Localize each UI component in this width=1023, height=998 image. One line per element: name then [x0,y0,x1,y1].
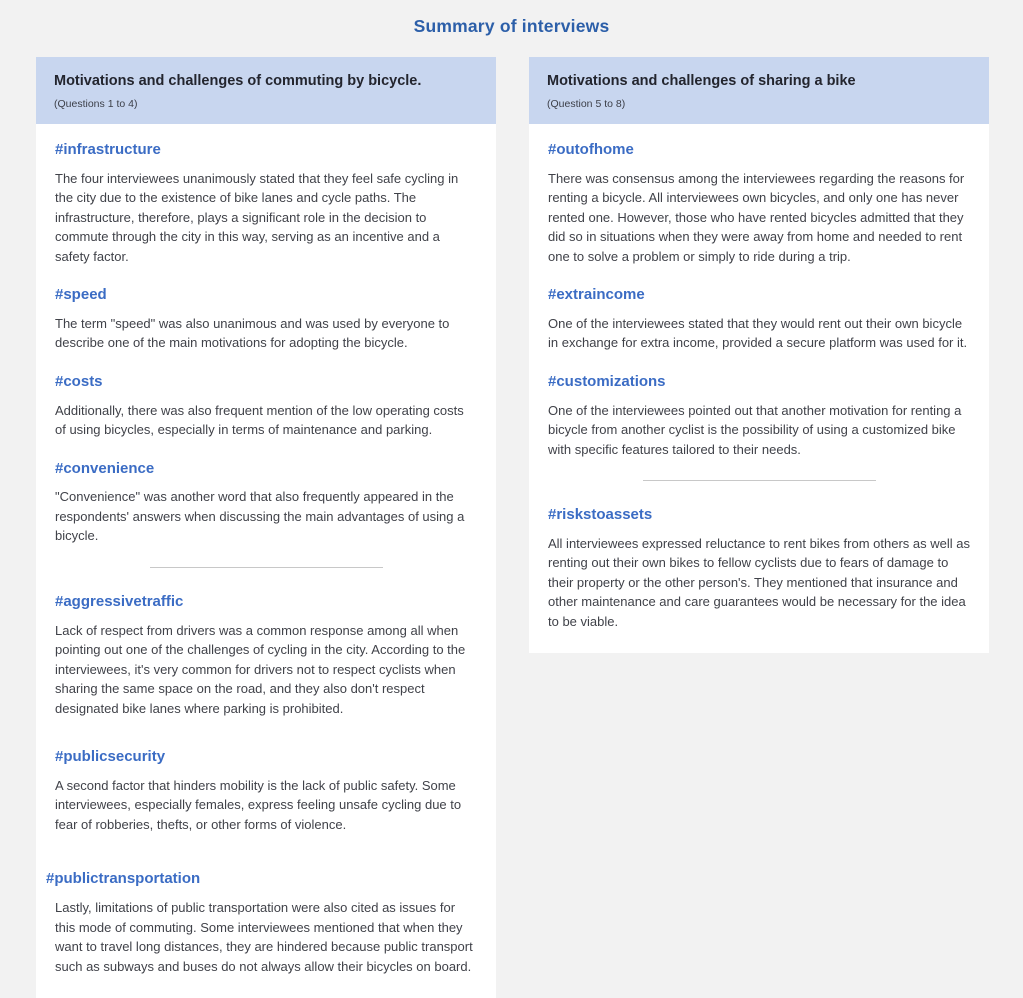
tag-speed: #speed [55,286,107,304]
card-header-sharing [529,57,989,124]
card-title: Motivations and challenges of commuting by bicycle. [54,73,422,89]
tag-infrastructure: #infrastructure [55,140,161,158]
page-title: Summary of interviews [413,16,610,36]
card-subtitle: (Questions 1 to 4) [54,97,138,110]
tag-costs: #costs [55,372,103,390]
text-aggressivetraffic: Lack of respect from drivers was a common response among all when pointing out one of the challenges of cycling in the city. According to the interviewees, it's very common for drivers not to respect cyclists when sharing the same space on the road, and they also don't respect designated bike lanes where parking is prohibited. [55,622,466,716]
card-title: Motivations and challenges of sharing a bike [547,73,856,89]
text-publicsecurity: A second factor that hinders mobility is the lack of public safety. Some interviewees, especially females, express feeling unsafe cycling due to fear of robberies, thefts, or other forms of violence. [55,777,462,832]
card-header-commuting [36,57,496,124]
text-costs: Additionally, there was also frequent mention of the low operating costs of using bicycles, especially in terms of maintenance and parking. [55,402,464,438]
columns-container [36,57,989,998]
card-subtitle: (Question 5 to 8) [547,97,626,110]
tag-riskstoassets: #riskstoassets [548,506,653,524]
text-customizations: One of the interviewees pointed out that another motivation for renting a bicycle from another cyclist is the possibility of using a customized bike with specific features tailored to their needs. [548,402,962,457]
tag-extraincome: #extraincome [548,286,645,304]
tag-outofhome: #outofhome [548,140,634,158]
tag-publictransportation: #publictransportation [46,870,201,888]
text-extraincome: One of the interviewees stated that they would rent out their own bicycle in exchange for extra income, provided a secure platform was used for it. [548,315,968,351]
text-publictransportation: Lastly, limitations of public transportation were also cited as issues for this mode of commuting. Some interviewees mentioned that when they want to travel long distances, they are hindered because public transport such as subways and buses do not always allow their bicycles on board. [55,900,473,974]
card-body-commuting [36,124,496,998]
text-speed: The term "speed" was also unanimous and was used by everyone to describe one of the main motivations for adopting the bicycle. [55,315,450,351]
section-divider [150,567,383,568]
text-riskstoassets: All interviewees expressed reluctance to rent bikes from others as well as renting out their own bikes to fellow cyclists due to fears of damage to their property or the other person's. They mentioned that insurance and other maintenance and care guarantees would be necessary for the idea to be viable. [548,535,970,629]
tag-customizations: #customizations [548,372,666,390]
tag-publicsecurity: #publicsecurity [55,748,166,766]
text-outofhome: There was consensus among the interviewees regarding the reasons for renting a bicycle. All interviewees own bicycles, and only one has never rented one. However, those who have rented bicycles admitted that they did so in situations when they were away from home and needed to rent one to solve a problem or simply to ride during a trip. [548,170,965,264]
card-sharing-a-bike [529,57,989,653]
tag-convenience: #convenience [55,459,155,477]
text-convenience: "Convenience" was another word that also frequently appeared in the respondents' answers when discussing the main advantages of using a bicycle. [55,489,465,544]
tag-aggressivetraffic: #aggressivetraffic [55,592,184,610]
text-infrastructure: The four interviewees unanimously stated that they feel safe cycling in the city due to the existence of bike lanes and cycle paths. The infrastructure, therefore, plays a significant role in the decision to commute through the city in this way, serving as an incentive and a safety factor. [55,170,459,264]
card-commuting-by-bicycle [36,57,496,998]
section-divider [643,480,876,481]
card-body-sharing [529,124,989,654]
